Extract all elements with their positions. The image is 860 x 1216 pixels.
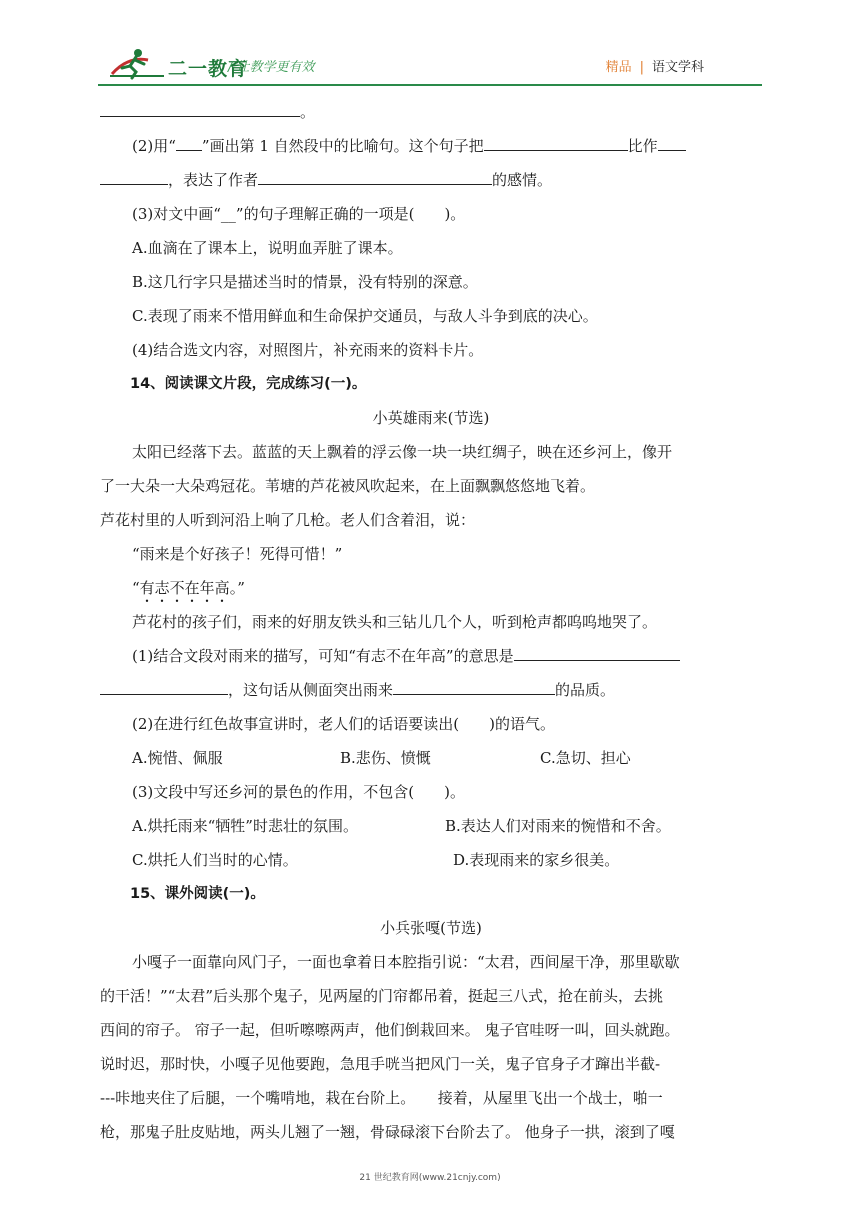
page-footer: 21 世纪教育网(www.21cnjy.com) [359,1173,501,1183]
header-separator: | [639,60,644,75]
blank [100,98,300,117]
blank [484,132,628,151]
question-14-3-options [100,809,762,843]
passage-14-quote: “雨来是个好孩子！死得可惜！” [132,545,343,563]
option-c: C.急切、担心 [540,749,631,767]
blank [658,132,686,151]
blank [393,676,555,695]
text: 。 [300,103,316,121]
passage-15-line: 小嘎子一面靠向风门子，一面也拿着日本腔指引说：“太君，西间屋干净，那里歇歇 [132,953,680,971]
premium-label: 精品 [605,60,632,75]
question-14-3: (3)文段中写还乡河的景色的作用，不包含( )。 [132,783,465,801]
document-body [100,95,762,1149]
question-14-1-cont [100,673,762,707]
passage-15-line: 枪，那鬼子肚皮贴地，两头儿翘了一翘，骨碌碌滚下台阶去了。 他身子一拱，滚到了嘎 [100,1123,675,1141]
text: ，表达了作者 [168,171,259,189]
section-14-heading: 14、阅读课文片段，完成练习(一)。 [130,376,367,392]
question-14-2-options [100,741,762,775]
answer-line [100,95,762,129]
page-header [0,0,860,100]
question-14-2: (2)在进行红色故事宣讲时，老人们的话语要读出( )的语气。 [132,715,555,733]
text: (1)结合文段对雨来的描写，可知“有志不在年高”的意思是 [132,647,514,665]
question-2 [100,129,762,163]
subject-label: 语文学科 [651,60,704,75]
question-3: (3)对文中画“__”的句子理解正确的一项是( )。 [132,205,466,223]
option-c: C.表现了雨来不惜用鲜血和生命保护交通员，与敌人斗争到底的决心。 [132,307,598,325]
blank [100,676,228,695]
blank [514,642,680,661]
question-14-1 [100,639,762,673]
option-b: B.这几行字只是描述当时的情景，没有特别的深意。 [132,273,478,291]
text: “ [132,579,140,597]
passage-14-line: 太阳已经落下去。蓝蓝的天上飘着的浮云像一块一块红绸子，映在还乡河上，像开 [132,443,673,461]
blank [176,132,202,151]
option-b: B.表达人们对雨来的惋惜和不舍。 [445,817,671,835]
passage-15-line: 西间的帘子。 帘子一起，但听嚓嚓两声，他们倒栽回来。 鬼子官哇呀一叫，回头就跑。 [100,1021,680,1039]
question-4: (4)结合选文内容，对照图片，补充雨来的资料卡片。 [132,341,484,359]
text: 的品质。 [555,681,616,699]
header-divider [98,84,762,86]
text: ，这句话从侧面突出雨来 [228,681,394,699]
passage-14-line: 芦花村的孩子们，雨来的好朋友铁头和三钻儿几个人，听到枪声都呜呜地哭了。 [132,613,658,631]
option-a: A.烘托雨来“牺牲”时悲壮的氛围。 [132,817,358,835]
option-a: A.惋惜、佩服 [132,749,223,767]
question-14-3-options [100,843,762,877]
passage-15-line: ---咔地夹住了后腿，一个嘴啃地，栽在台阶上。 接着，从屋里飞出一个战士，啪一 [100,1089,663,1107]
option-d: D.表现雨来的家乡很美。 [453,851,620,869]
passage-14-title: 小英雄雨来(节选) [372,409,490,427]
blank [100,166,168,185]
section-15-heading: 15、课外阅读(一)。 [130,886,265,902]
text: 比作 [627,137,658,155]
passage-14-line: 芦花村里的人听到河沿上响了几枪。老人们含着泪，说： [100,511,476,529]
passage-15-title: 小兵张嘎(节选) [380,919,482,937]
running-figure-logo-icon [108,46,168,80]
text: ”画出第 1 自然段中的比喻句。这个句子把 [201,137,484,155]
passage-15-line: 的干活！”“太君”后头那个鬼子，见两屋的门帘都吊着，挺起三八式，抢在前头，去挑 [100,987,664,1005]
emphasized-text: 有志不在年高 [139,579,230,597]
brand-name: 二一教育 [168,58,249,80]
option-b: B.悲伤、愤慨 [340,749,431,767]
question-2-cont [100,163,762,197]
passage-15-line: 说时迟，那时快，小嘎子见他要跑，急甩手咣当把风门一关，鬼子官身子才蹿出半截- [100,1055,661,1073]
passage-14-line: 了一大朵一大朵鸡冠花。苇塘的芦花被风吹起来，在上面飘飘悠悠地飞着。 [100,477,596,495]
text: 。” [229,579,245,597]
text: 的感情。 [492,171,553,189]
header-right [606,56,704,75]
option-c: C.烘托人们当时的心情。 [132,851,298,869]
passage-14-quote [100,571,762,605]
text: (2)用“ [132,137,176,155]
blank [258,166,492,185]
brand-slogan: / 让教学更有效 [228,60,315,75]
option-a: A.血滴在了课本上，说明血弄脏了课本。 [132,239,403,257]
